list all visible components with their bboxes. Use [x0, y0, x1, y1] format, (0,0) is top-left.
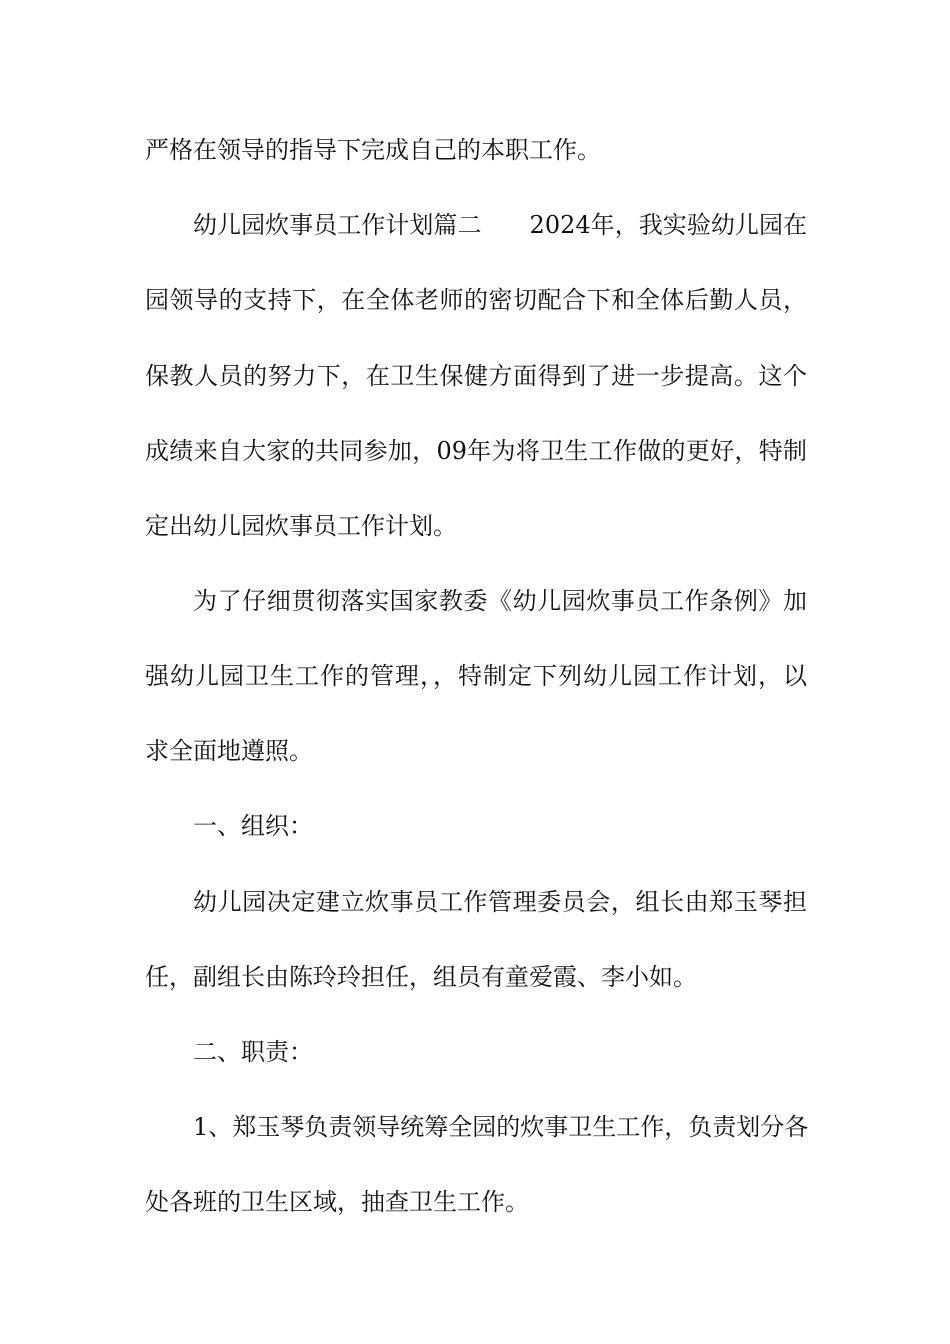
- section-heading: 一、组织：: [193, 812, 313, 840]
- text-line: 处各班的卫生区域，抽查卫生工作。: [145, 1188, 529, 1216]
- text-line: 1、郑玉琴负责领导统筹全园的炊事卫生工作，负责划分各: [193, 1113, 809, 1141]
- section-heading: 二、职责：: [193, 1038, 313, 1066]
- text-line: 强幼儿园卫生工作的管理，，特制定下列幼儿园工作计划，以: [145, 662, 807, 690]
- text-line: 保教人员的努力下，在卫生保健方面得到了进一步提高。这个: [145, 362, 807, 390]
- text-line: 定出幼儿园炊事员工作计划。: [145, 512, 457, 540]
- text-line: 成绩来自大家的共同参加，09年为将卫生工作做的更好，特制: [145, 437, 807, 465]
- text-line: 幼儿园决定建立炊事员工作管理委员会，组长由郑玉琴担: [193, 888, 807, 916]
- text-line: 园领导的支持下，在全体老师的密切配合下和全体后勤人员，: [145, 286, 807, 314]
- text-line: 任，副组长由陈玲玲担任，组员有童爱霞、李小如。: [145, 963, 697, 991]
- text-line: 为了仔细贯彻落实国家教委《幼儿园炊事员工作条例》加: [193, 587, 807, 615]
- text-line: 幼儿园炊事员工作计划篇二 2024年，我实验幼儿园在: [193, 211, 807, 239]
- text-line: 求全面地遵照。: [145, 737, 313, 765]
- text-line: 严格在领导的指导下完成自己的本职工作。: [145, 136, 601, 164]
